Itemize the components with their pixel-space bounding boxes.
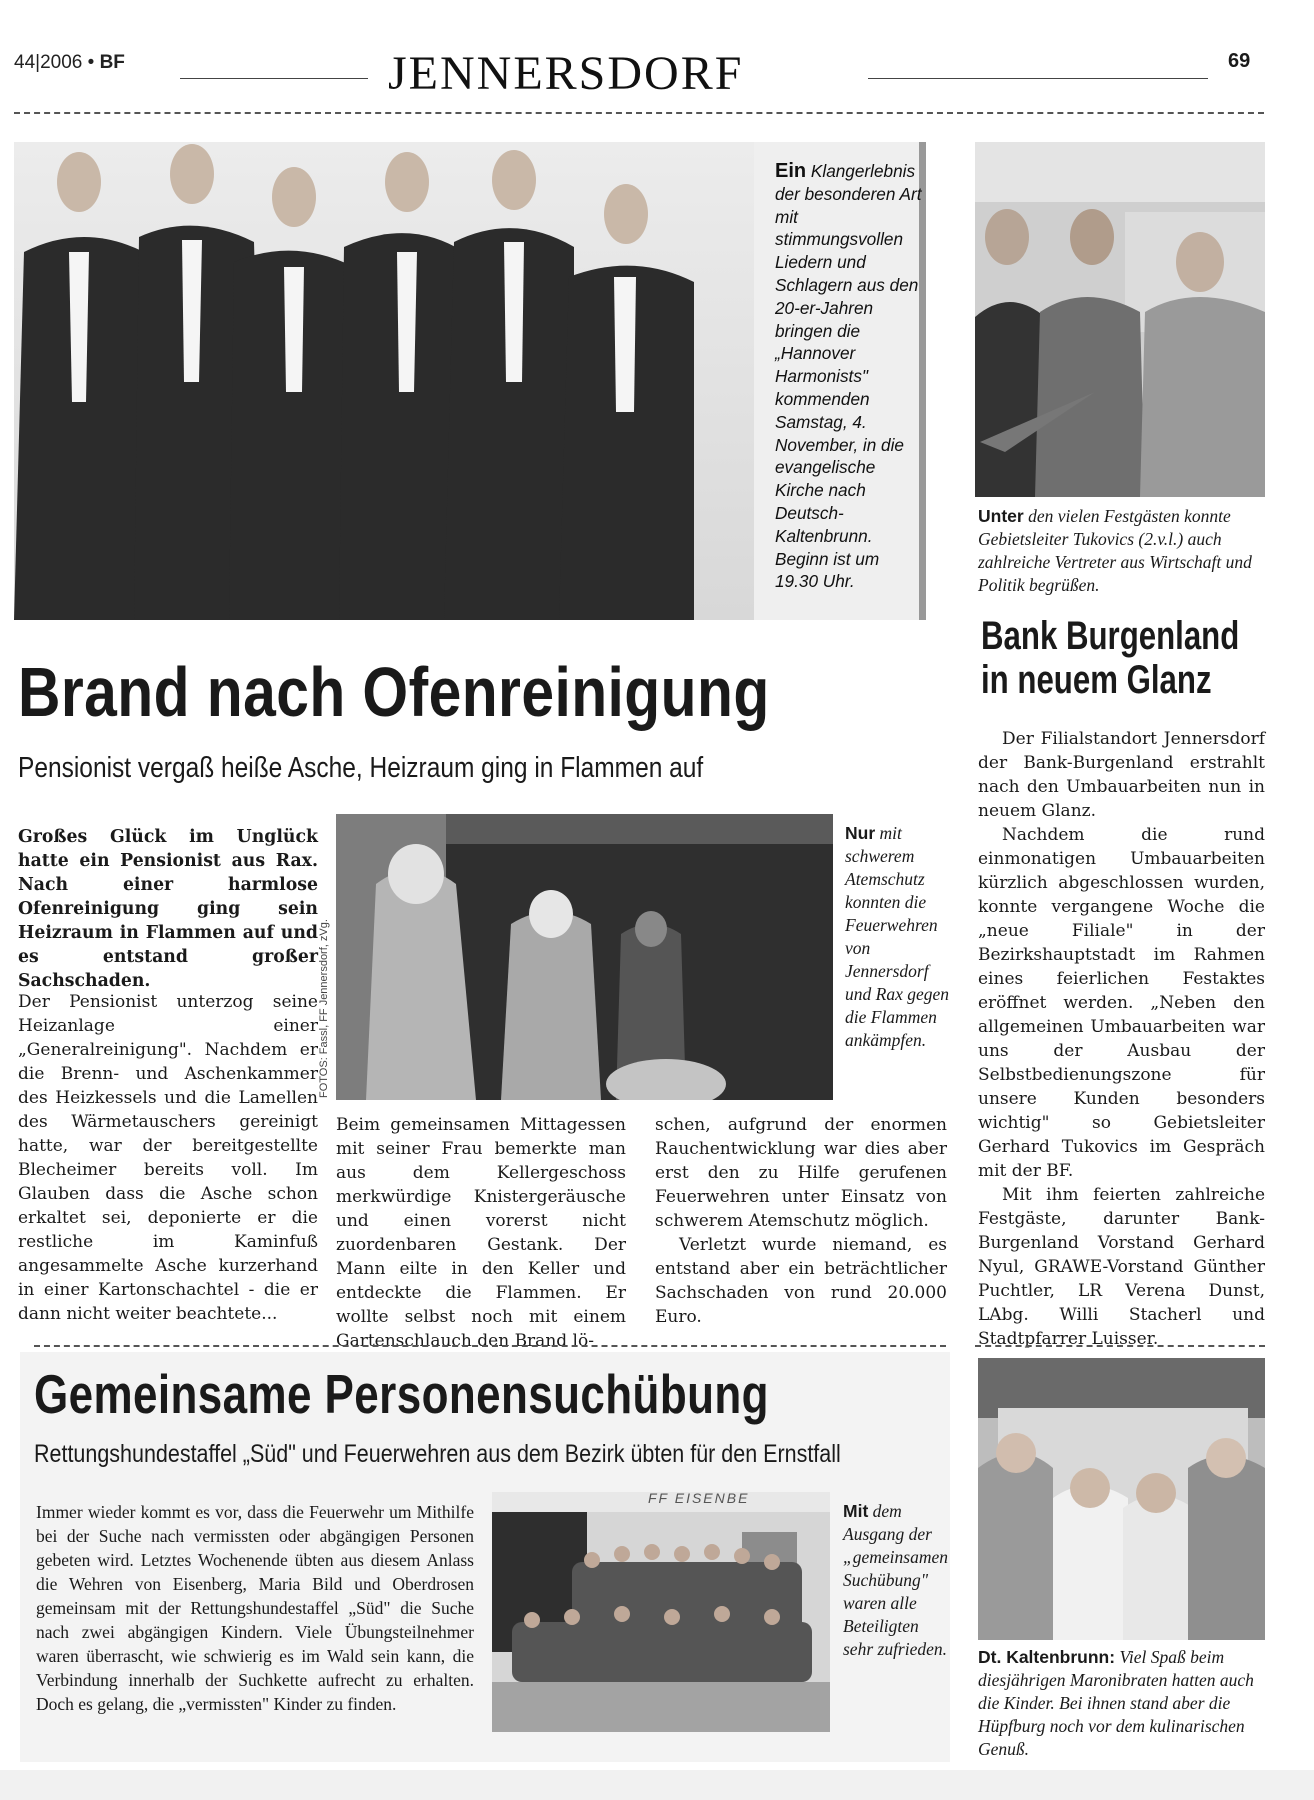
header-bullet: • [87,52,95,73]
fire-col1: Der Pensionist unterzog seine Heizanlage einer „Generalreinigung". Nachdem er die Brenn- und Aschenkammer des Heizkessels und die Lamellen des Wärmetauschers gereinigt hatte, war der bereitgestellte Blecheimer bereits voll. Im Glauben dass die Asche schon erkaltet sei, deponierte er die restliche im Kaminfuß angesammelte Asche kurzerhand in einer Kartonschachtel - die er dann nicht weiter beachtete... [18,992,318,1324]
search-photo-caption [843,1500,948,1661]
search-photo-sign: FF EISENBE [648,1490,750,1506]
singers-caption-text: Klangerlebnis der besonderen Art mit stimmungsvollen Liedern und Schlagern aus den 20-er-Jahren bringen die „Hannover Harmonists" kommenden Samstag, 4. November, in die evangelische Kirche nach Deutsch-Kaltenbrunn. Beginn ist um 19.30 Uhr. [775,161,922,592]
photo-credit: FOTOS: Fassl, FF Jennersdorf, zVg. [318,919,330,1098]
bank-p3: Mit ihm feierten zahlreiche Festgäste, darunter Bank-Burgenland Vorstand Gerhard Nyul, GRAWE-Vorstand Günther Puchtler, LR Verena Dunst, LAbg. Willi Stacherl und Stadtpfarrer Luisser. [978,1185,1265,1349]
fire-photo-caption [845,822,955,1052]
fire-subheadline: Pensionist vergaß heiße Asche, Heizraum ging in Flammen auf [18,752,704,784]
fire-headline: Brand nach Ofenreinigung [18,653,770,731]
bank-headline [981,614,1239,702]
bank-body [978,727,1265,1351]
page-bottom-edge [0,1770,1314,1800]
fire-photo [336,814,833,1100]
issue-info [14,52,125,74]
page-number: 69 [1228,50,1251,72]
kids-photo [978,1358,1265,1640]
bank-caption-text: den vielen Festgästen konnte Gebietsleiter Tukovics (2.v.l.) auch zahlreiche Vertreter aus Wirtschaft und Politik begrüßen. [978,506,1252,595]
fire-caption-text: mit schwerem Atemschutz konnten die Feuerwehren von Jennersdorf und Rax gegen die Flammen ankämpfen. [845,823,949,1050]
header-rule-left [180,78,368,79]
fire-col3 [655,1113,947,1329]
publication-name: BF [99,52,125,73]
bank-headline-line2: in neuem Glanz [981,658,1212,702]
section-divider-right [975,1345,1265,1347]
fire-lead: Großes Glück im Unglück hatte ein Pensionist aus Rax. Nach einer harmlose Ofenreinigung ging sein Heizraum in Flammen auf und es entstand großer Sachschaden. [18,827,318,991]
fire-caption-lead: Nur [845,823,876,843]
section-title: JENNERSDORF [388,47,744,100]
search-caption-lead: Mit [843,1501,869,1521]
fire-col3-p2: Verletzt wurde niemand, es entstand aber ein beträchtlicher Sachschaden von rund 20.000 Euro. [655,1235,947,1327]
search-headline: Gemeinsame Personensuchübung [34,1363,769,1425]
section-divider-left [34,1345,946,1347]
kids-caption [978,1646,1265,1761]
search-photo [492,1492,830,1732]
header-divider [14,112,1264,114]
search-caption-text: dem Ausgang der „gemeinsamen Suchübung" waren alle Beteiligten sehr zufrieden. [843,1501,948,1659]
header-rule-right [868,78,1208,79]
search-body: Immer wieder kommt es vor, dass die Feuerwehr um Mithilfe bei der Suche nach vermissten oder abgängigen Personen gebeten wird. Letztes Wochenende übten aus diesem Anlass die Wehren von Eisenberg, Maria Bild und Oberdrosen gemeinsam mit der Rettungshundestaffel „Süd" die Suche nach zwei abgängigen Kindern. Viele Übungsteilnehmer waren überrascht, wie schwierig es im Wald sein kann, die Verbindung innerhalb der Suchkette aufrecht zu erhalten. Doch es gelang, die „vermissten" Kinder zu finden. [36,1502,474,1714]
bank-p1: Der Filialstandort Jennersdorf der Bank-Burgenland erstrahlt nach den Umbauarbeiten nun in neuem Glanz. [978,729,1265,821]
singers-caption [775,160,925,593]
bank-caption-lead: Unter [978,506,1024,526]
issue-number: 44|2006 [14,52,83,73]
kids-caption-text: Viel Spaß beim diesjährigen Maronibraten hatten auch die Kinder. Bei ihnen stand aber die Hüpfburg noch vor dem kulinarischen Genuß. [978,1647,1254,1759]
bank-headline-line1: Bank Burgenland [981,614,1240,658]
kids-caption-lead: Dt. Kaltenbrunn: [978,1647,1116,1667]
search-subheadline: Rettungshundestaffel „Süd" und Feuerwehren aus dem Bezirk übten für den Ernstfall [34,1440,841,1468]
bank-photo [975,142,1265,497]
singers-caption-lead: Ein [775,160,807,182]
bank-p2: Nachdem die rund einmonatigen Umbauarbeiten kürzlich abgeschlossen wurden, konnte vergangene Woche die „neue Filiale" in der Bezirkshauptstadt im Rahmen eines feierlichen Festaktes eröffnet werden. „Neben den allgemeinen Umbauarbeiten war uns der Ausbau der Selbstbedienungszone für unsere Kunden besonders wichtig" so Gebietsleiter Gerhard Tukovics im Gespräch mit der BF. [978,825,1265,1181]
fire-col3-p1: schen, aufgrund der enormen Rauchentwicklung war dies aber erst den zu Hilfe gerufenen Feuerwehren unter Einsatz von schwerem Atemschutz möglich. [655,1115,947,1231]
fire-col2: Beim gemeinsamen Mittagessen mit seiner Frau bemerkte man aus dem Kellergeschoss merkwürdige Knistergeräusche und einen vorerst nicht zuordenbaren Gestank. Der Mann eilte in den Keller und entdeckte die Flammen. Er wollte selbst noch mit einem Gartenschlauch den Brand lö- [336,1115,626,1351]
bank-photo-caption [978,505,1268,597]
